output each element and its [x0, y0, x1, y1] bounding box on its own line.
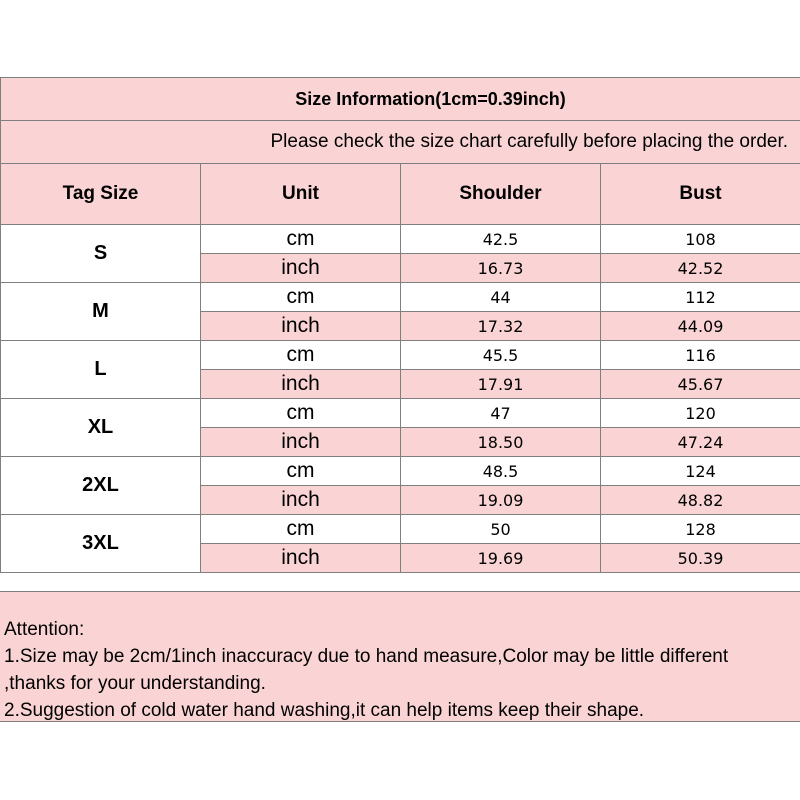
bust-cell: 48.82: [601, 486, 800, 515]
unit-cell: cm: [201, 399, 401, 428]
unit-cell: cm: [201, 515, 401, 544]
chart-title: Size Information(1cm=0.39inch): [1, 78, 800, 121]
bust-cell: 47.24: [601, 428, 800, 457]
tag-size-cell: S: [1, 225, 201, 283]
unit-cell: inch: [201, 428, 401, 457]
bust-cell: 45.67: [601, 370, 800, 399]
attention-note: [0, 591, 800, 722]
unit-cell: inch: [201, 370, 401, 399]
attention-line-1: 1.Size may be 2cm/1inch inaccuracy due to hand measure,Color may be little different: [4, 646, 729, 667]
bust-cell: 44.09: [601, 312, 800, 341]
bust-cell: 116: [601, 341, 800, 370]
tag-size-cell: L: [1, 341, 201, 399]
bust-cell: 50.39: [601, 544, 800, 573]
shoulder-cell: 42.5: [401, 225, 601, 254]
bust-cell: 108: [601, 225, 800, 254]
shoulder-cell: 45.5: [401, 341, 601, 370]
unit-cell: inch: [201, 544, 401, 573]
table-row: [1, 399, 800, 428]
table-row: [1, 515, 800, 544]
header-tag-size: Tag Size: [1, 164, 201, 225]
table-row: [1, 225, 800, 254]
tag-size-cell: M: [1, 283, 201, 341]
shoulder-cell: 17.91: [401, 370, 601, 399]
unit-cell: cm: [201, 457, 401, 486]
header-bust: Bust: [601, 164, 800, 225]
unit-cell: inch: [201, 486, 401, 515]
table-row: [1, 457, 800, 486]
tag-size-cell: 3XL: [1, 515, 201, 573]
size-table: [0, 77, 800, 573]
unit-cell: cm: [201, 225, 401, 254]
bust-cell: 128: [601, 515, 800, 544]
shoulder-cell: 19.09: [401, 486, 601, 515]
shoulder-cell: 44: [401, 283, 601, 312]
header-unit: Unit: [201, 164, 401, 225]
shoulder-cell: 48.5: [401, 457, 601, 486]
bust-cell: 112: [601, 283, 800, 312]
tag-size-cell: 2XL: [1, 457, 201, 515]
shoulder-cell: 16.73: [401, 254, 601, 283]
shoulder-cell: 18.50: [401, 428, 601, 457]
bust-cell: 124: [601, 457, 800, 486]
table-row: [1, 341, 800, 370]
unit-cell: inch: [201, 312, 401, 341]
bust-cell: 120: [601, 399, 800, 428]
unit-cell: inch: [201, 254, 401, 283]
attention-line-3: 2.Suggestion of cold water hand washing,it can help items keep their shape.: [4, 700, 645, 721]
unit-cell: cm: [201, 341, 401, 370]
unit-cell: cm: [201, 283, 401, 312]
shoulder-cell: 19.69: [401, 544, 601, 573]
attention-heading: Attention:: [4, 619, 85, 640]
chart-note: Please check the size chart carefully before placing the order.: [1, 121, 800, 164]
shoulder-cell: 17.32: [401, 312, 601, 341]
attention-line-2: ,thanks for your understanding.: [4, 673, 266, 694]
tag-size-cell: XL: [1, 399, 201, 457]
header-shoulder: Shoulder: [401, 164, 601, 225]
bust-cell: 42.52: [601, 254, 800, 283]
shoulder-cell: 47: [401, 399, 601, 428]
shoulder-cell: 50: [401, 515, 601, 544]
table-row: [1, 283, 800, 312]
